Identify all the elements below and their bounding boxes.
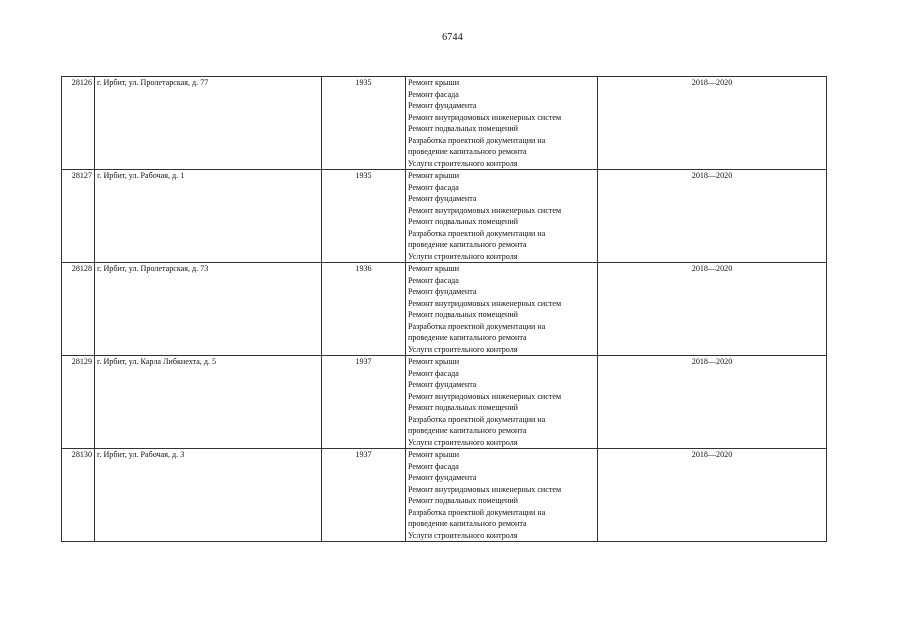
table-row <box>62 356 827 449</box>
repair-work-item: Ремонт фундамента <box>408 194 477 203</box>
repair-work-item: проведение капитального ремонта <box>408 147 527 156</box>
repair-work-item: Ремонт фундамента <box>408 101 477 110</box>
table-row <box>62 449 827 542</box>
repair-period-cell: 2018—2020 <box>598 356 827 449</box>
repair-work-item: проведение капитального ремонта <box>408 426 527 435</box>
repair-work-item: Ремонт фундамента <box>408 380 477 389</box>
row-number-cell: 28130 <box>62 449 95 542</box>
repair-work-item: Ремонт подвальных помещений <box>408 310 519 319</box>
repair-work-item: Ремонт внутридомовых инженерных систем <box>408 484 562 494</box>
repair-work-item: Услуги строительного контроля <box>408 251 518 261</box>
row-number-cell: 28127 <box>62 170 95 263</box>
repair-period-cell: 2018—2020 <box>598 77 827 170</box>
repair-work-item: Разработка проектной документации на <box>408 228 546 238</box>
repair-work-item: Ремонт фундамента <box>408 473 477 482</box>
repair-period-cell: 2018—2020 <box>598 263 827 356</box>
repair-work-item: Ремонт крыши <box>408 78 460 87</box>
repair-work-item: Ремонт подвальных помещений <box>408 217 519 226</box>
repair-work-item: Ремонт внутридомовых инженерных систем <box>408 205 562 215</box>
build-year-cell: 1936 <box>322 263 406 356</box>
repair-period-cell: 2018—2020 <box>598 170 827 263</box>
table-row <box>62 77 827 170</box>
repair-work-item: Ремонт фасада <box>408 275 459 285</box>
table-row <box>62 263 827 356</box>
repair-work-item: Ремонт внутридомовых инженерных систем <box>408 298 562 308</box>
repair-work-item: Ремонт крыши <box>408 357 460 366</box>
repair-work-item: Услуги строительного контроля <box>408 344 518 354</box>
repair-works-cell <box>406 449 598 542</box>
repair-work-item: Услуги строительного контроля <box>408 158 518 168</box>
repair-work-item: Разработка проектной документации на <box>408 414 546 424</box>
repair-work-item: Ремонт крыши <box>408 171 460 180</box>
repair-work-item: проведение капитального ремонта <box>408 240 527 249</box>
repair-work-item: проведение капитального ремонта <box>408 519 527 528</box>
repair-work-item: Ремонт внутридомовых инженерных систем <box>408 391 562 401</box>
repair-work-item: Ремонт фасада <box>408 368 459 378</box>
repair-registry-table <box>61 76 827 542</box>
repair-works-cell <box>406 77 598 170</box>
address-cell: г. Ирбит, ул. Рабочая, д. 1 <box>95 170 322 263</box>
repair-work-item: Ремонт фундамента <box>408 287 477 296</box>
repair-work-item: Услуги строительного контроля <box>408 437 518 447</box>
repair-period-cell: 2018—2020 <box>598 449 827 542</box>
address-cell: г. Ирбит, ул. Карла Либкнехта, д. 5 <box>95 356 322 449</box>
repair-work-item: Разработка проектной документации на <box>408 507 546 517</box>
page-number: 6744 <box>442 32 463 43</box>
address-cell: г. Ирбит, ул. Пролетарская, д. 73 <box>95 263 322 356</box>
repair-work-item: Ремонт фасада <box>408 89 459 99</box>
repair-work-item: Разработка проектной документации на <box>408 321 546 331</box>
address-cell: г. Ирбит, ул. Рабочая, д. 3 <box>95 449 322 542</box>
repair-works-cell <box>406 356 598 449</box>
build-year-cell: 1937 <box>322 356 406 449</box>
row-number-cell: 28126 <box>62 77 95 170</box>
repair-work-item: Ремонт подвальных помещений <box>408 403 519 412</box>
repair-work-item: Ремонт крыши <box>408 264 460 273</box>
repair-work-item: Разработка проектной документации на <box>408 135 546 145</box>
registry-body <box>62 77 827 542</box>
repair-work-item: проведение капитального ремонта <box>408 333 527 342</box>
repair-work-item: Ремонт подвальных помещений <box>408 496 519 505</box>
repair-work-item: Услуги строительного контроля <box>408 530 518 540</box>
repair-work-item: Ремонт подвальных помещений <box>408 124 519 133</box>
repair-work-item: Ремонт внутридомовых инженерных систем <box>408 112 562 122</box>
repair-work-item: Ремонт фасада <box>408 461 459 471</box>
build-year-cell: 1935 <box>322 77 406 170</box>
row-number-cell: 28129 <box>62 356 95 449</box>
repair-works-cell <box>406 263 598 356</box>
address-cell: г. Ирбит, ул. Пролетарская, д. 77 <box>95 77 322 170</box>
repair-work-item: Ремонт крыши <box>408 450 460 459</box>
repair-works-cell <box>406 170 598 263</box>
repair-work-item: Ремонт фасада <box>408 182 459 192</box>
row-number-cell: 28128 <box>62 263 95 356</box>
table-row <box>62 170 827 263</box>
build-year-cell: 1935 <box>322 170 406 263</box>
build-year-cell: 1937 <box>322 449 406 542</box>
